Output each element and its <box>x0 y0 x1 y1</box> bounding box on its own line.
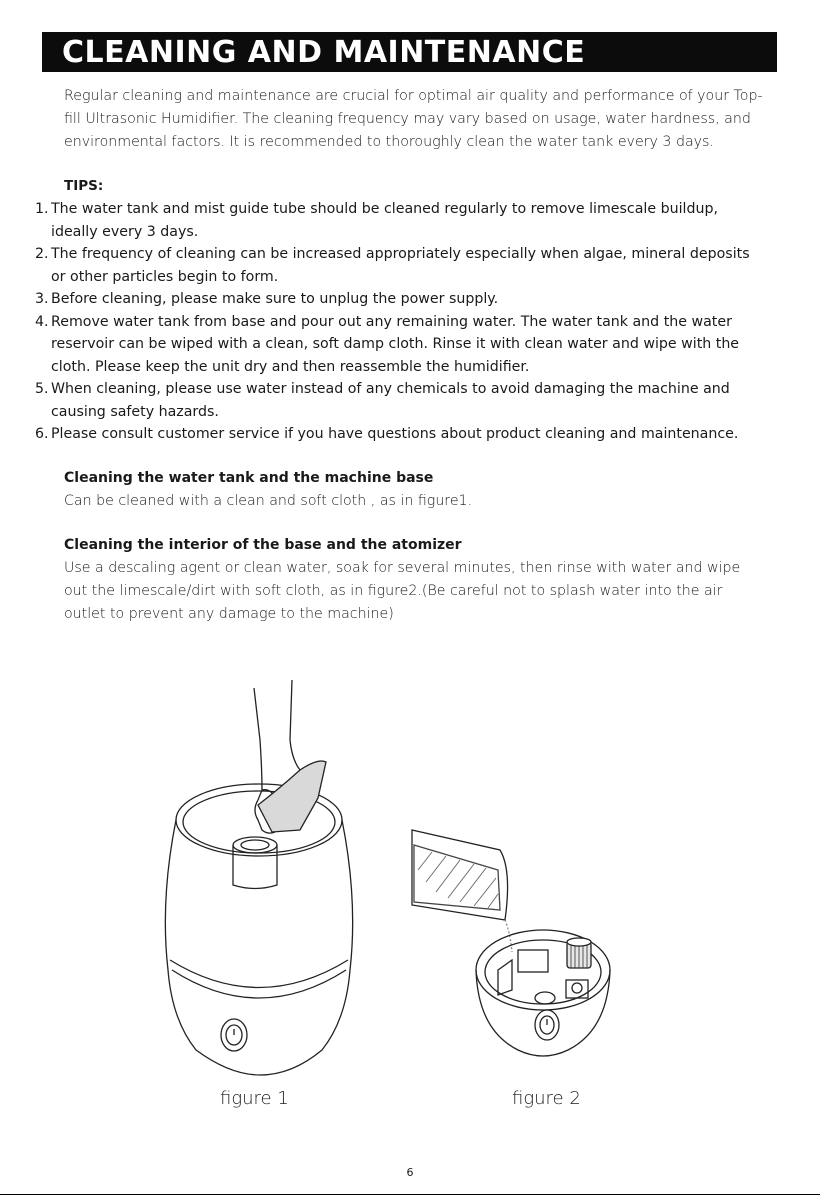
tip-number: 5. <box>35 381 49 397</box>
tip-item <box>35 378 764 423</box>
tip-text: The water tank and mist guide tube should be cleaned regularly to remove limescale buildup, ideally every 3 days. <box>51 201 718 240</box>
tip-number: 4. <box>35 313 49 330</box>
tip-number: 6. <box>35 426 49 442</box>
tip-number: 1. <box>35 201 49 217</box>
figure-2-illustration <box>0 670 820 1120</box>
tip-item <box>35 423 764 446</box>
section-body-interior-atomizer: Use a descaling agent or clean water, soak for several minutes, then rinse with water and wipe out the limescale/dirt with soft cloth, as in figure2.(Be careful not to splash water into the air outlet to prevent any damage to the machine) <box>64 559 741 622</box>
tip-item <box>35 288 764 311</box>
tip-item <box>35 198 764 243</box>
figure-1-caption: figure 1 <box>220 1088 289 1109</box>
figure-2-caption: figure 2 <box>512 1088 581 1109</box>
intro-paragraph: Regular cleaning and maintenance are crucial for optimal air quality and performance of your Top-fill Ultrasonic Humidifier. The cleaning frequency may vary based on usage, water hardness, and environmental factors. It is recommended to thoroughly clean the water tank every 3 days. <box>64 88 763 150</box>
tip-item <box>35 243 764 288</box>
section-heading-interior-atomizer: Cleaning the interior of the base and the atomizer <box>64 536 462 553</box>
page-number: 6 <box>406 1166 414 1179</box>
tip-number: 2. <box>35 246 49 262</box>
bottom-rule <box>0 1194 820 1195</box>
tip-item <box>35 311 764 379</box>
tip-text: When cleaning, please use water instead of any chemicals to avoid damaging the machine and causing safety hazards. <box>51 381 730 420</box>
tip-text: Before cleaning, please make sure to unplug the power supply. <box>51 291 499 307</box>
title-banner <box>42 32 777 72</box>
tips-list <box>35 198 764 446</box>
tips-heading: TIPS: <box>64 178 104 194</box>
tip-number: 3. <box>35 291 49 307</box>
tip-text: Please consult customer service if you have questions about product cleaning and maintenance. <box>51 426 739 442</box>
tip-text: Remove water tank from base and pour out any remaining water. The water tank and the water reservoir can be wiped with a clean, soft damp cloth. Rinse it with clean water and wipe with the cloth. Please keep the unit dry and then reassemble the humidifier. <box>51 313 740 375</box>
figures-area <box>0 670 820 1120</box>
section-heading-tank-base: Cleaning the water tank and the machine base <box>64 469 434 486</box>
page-content <box>35 85 764 626</box>
tip-text: The frequency of cleaning can be increased appropriately especially when algae, mineral deposits or other particles begin to form. <box>51 246 750 285</box>
page-title: CLEANING AND MAINTENANCE <box>62 35 586 70</box>
section-body-tank-base: Can be cleaned with a clean and soft cloth , as in figure1. <box>64 492 473 509</box>
